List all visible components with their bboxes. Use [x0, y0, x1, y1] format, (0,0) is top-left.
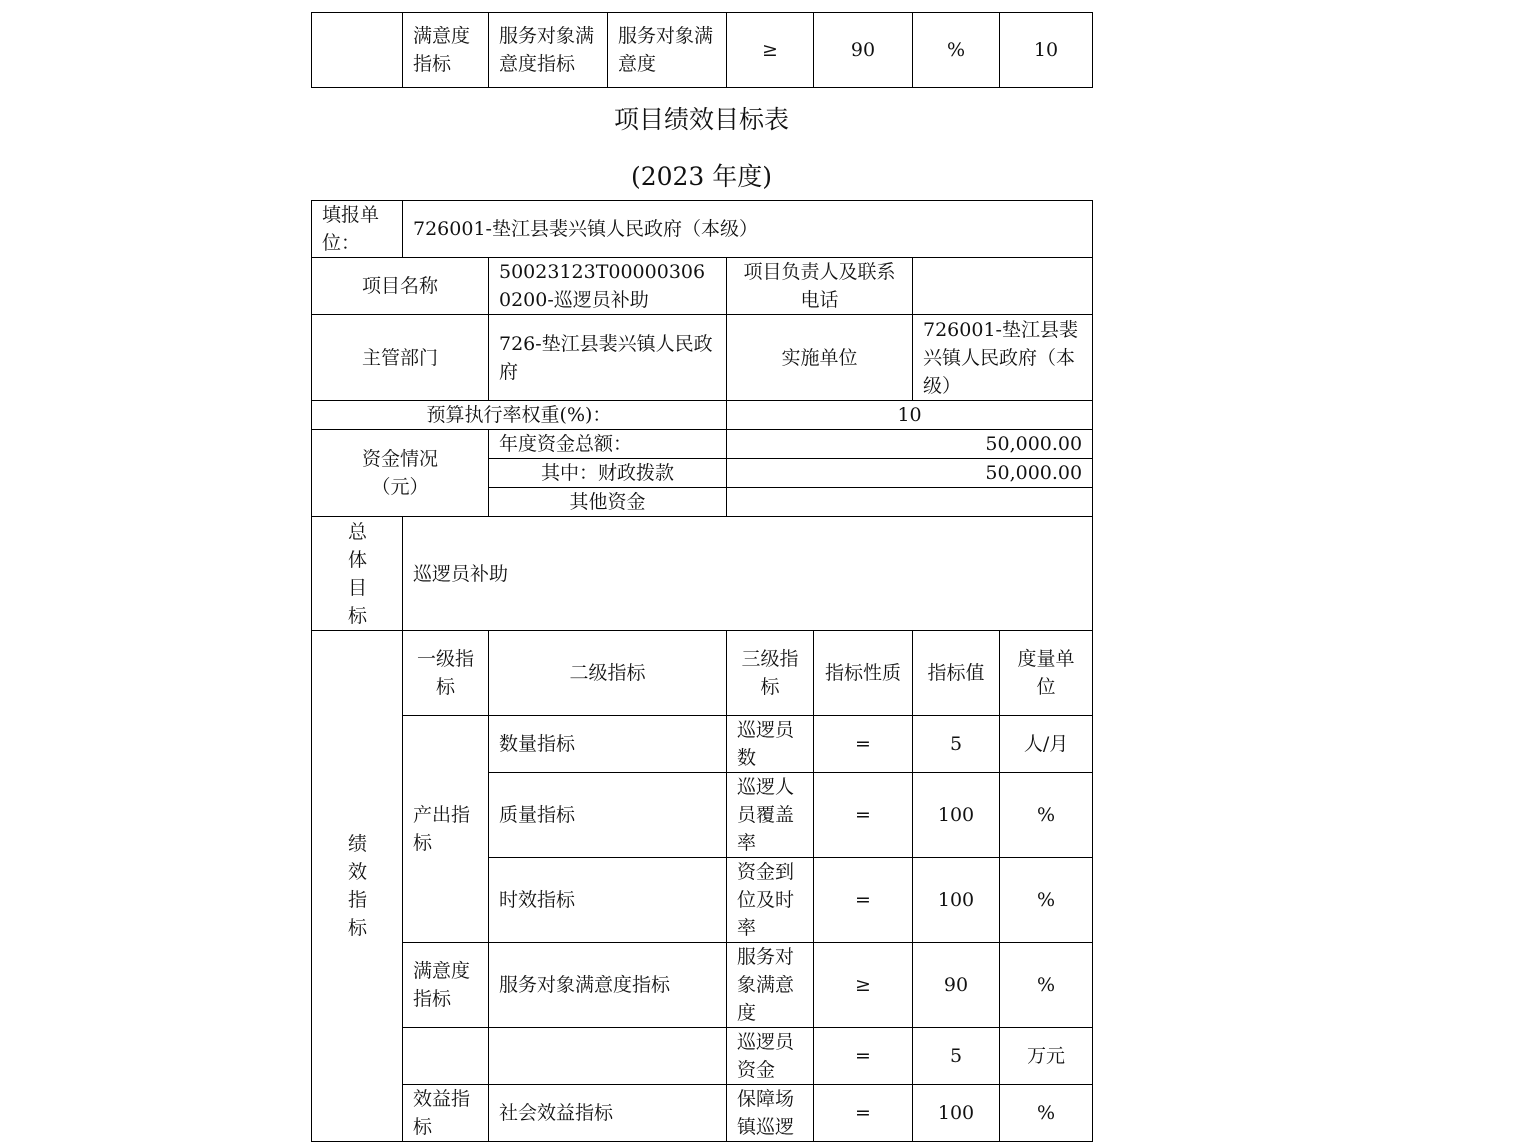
row-level2: [489, 1028, 727, 1085]
page-title: 项目绩效目标表: [613, 105, 789, 134]
goal-value: 巡逻员补助: [403, 517, 1093, 631]
value-cell: 90: [814, 13, 913, 88]
row-level2: 质量指标: [489, 773, 727, 858]
row-unit: %: [1000, 858, 1093, 943]
level2-cell: 服务对象满意度指标: [489, 13, 608, 88]
dept-value: 726-垫江县裴兴镇人民政府: [489, 315, 727, 401]
row-level3: 资金到位及时率: [727, 858, 814, 943]
row-nature: =: [814, 773, 913, 858]
row-level2: 社会效益指标: [489, 1085, 727, 1142]
header-level3: 三级指标: [727, 631, 814, 716]
row-nature: ≥: [814, 943, 913, 1028]
perf-section-label: 绩效指标: [312, 631, 403, 1142]
header-level2: 二级指标: [489, 631, 727, 716]
dept-label: 主管部门: [312, 315, 489, 401]
unit-value: 726001-垫江县裴兴镇人民政府（本级）: [403, 201, 1093, 258]
row-unit: 万元: [1000, 1028, 1093, 1085]
row-unit: %: [1000, 943, 1093, 1028]
performance-table: [311, 200, 1093, 1142]
row-value: 5: [913, 1028, 1000, 1085]
row-nature: =: [814, 1028, 913, 1085]
row-level3: 巡逻人员覆盖率: [727, 773, 814, 858]
goal-label: 总体目标: [312, 517, 403, 631]
contact-value: [913, 258, 1093, 315]
project-name-label: 项目名称: [312, 258, 489, 315]
row-value: 100: [913, 858, 1000, 943]
impl-label: 实施单位: [727, 315, 913, 401]
budget-rate-label: 预算执行率权重(%)：: [312, 401, 727, 430]
project-name-value: 50023123T000003060200-巡逻员补助: [489, 258, 727, 315]
contact-label: 项目负责人及联系电话: [727, 258, 913, 315]
level1-cell: 满意度指标: [403, 13, 489, 88]
row-unit: 人/月: [1000, 716, 1093, 773]
other-funds-value: [727, 488, 1093, 517]
row-nature: =: [814, 1085, 913, 1142]
row-value: 5: [913, 716, 1000, 773]
header-unit: 度量单位: [1000, 631, 1093, 716]
header-value: 指标值: [913, 631, 1000, 716]
header-level1: 一级指标: [403, 631, 489, 716]
row-level3: 服务对象满意度: [727, 943, 814, 1028]
budget-rate-value: 10: [727, 401, 1093, 430]
row-level3: 巡逻员资金: [727, 1028, 814, 1085]
level3-cell: 服务对象满意度: [608, 13, 727, 88]
row-nature: =: [814, 716, 913, 773]
fiscal-label: 其中：财政拨款: [489, 459, 727, 488]
row-unit: %: [1000, 773, 1093, 858]
annual-total-label: 年度资金总额：: [489, 430, 727, 459]
weight-cell: 10: [1000, 13, 1093, 88]
row-level1-benefit: 效益指标: [403, 1085, 489, 1142]
fiscal-value: 50,000.00: [727, 459, 1093, 488]
row-level2: 服务对象满意度指标: [489, 943, 727, 1028]
row-level2: 时效指标: [489, 858, 727, 943]
row-value: 100: [913, 1085, 1000, 1142]
row-value: 100: [913, 773, 1000, 858]
row-level1: [403, 1028, 489, 1085]
annual-total-value: 50,000.00: [727, 430, 1093, 459]
row-level1-satisfaction: 满意度指标: [403, 943, 489, 1028]
row-level1-output: 产出指标: [403, 716, 489, 943]
row-nature: =: [814, 858, 913, 943]
continuation-table: [311, 12, 1093, 88]
header-nature: 指标性质: [814, 631, 913, 716]
row-level3: 巡逻员数: [727, 716, 814, 773]
unit-label: 填报单位：: [312, 201, 403, 258]
unit-cell: %: [913, 13, 1000, 88]
nature-cell: ≥: [727, 13, 814, 88]
funds-label: 资金情况（元）: [312, 430, 489, 517]
other-funds-label: 其他资金: [489, 488, 727, 517]
year-subtitle: (2023 年度): [630, 162, 773, 191]
empty-cell: [312, 13, 403, 88]
row-value: 90: [913, 943, 1000, 1028]
impl-value: 726001-垫江县裴兴镇人民政府（本级）: [913, 315, 1093, 401]
row-unit: %: [1000, 1085, 1093, 1142]
row-level3: 保障场镇巡逻: [727, 1085, 814, 1142]
row-level2: 数量指标: [489, 716, 727, 773]
